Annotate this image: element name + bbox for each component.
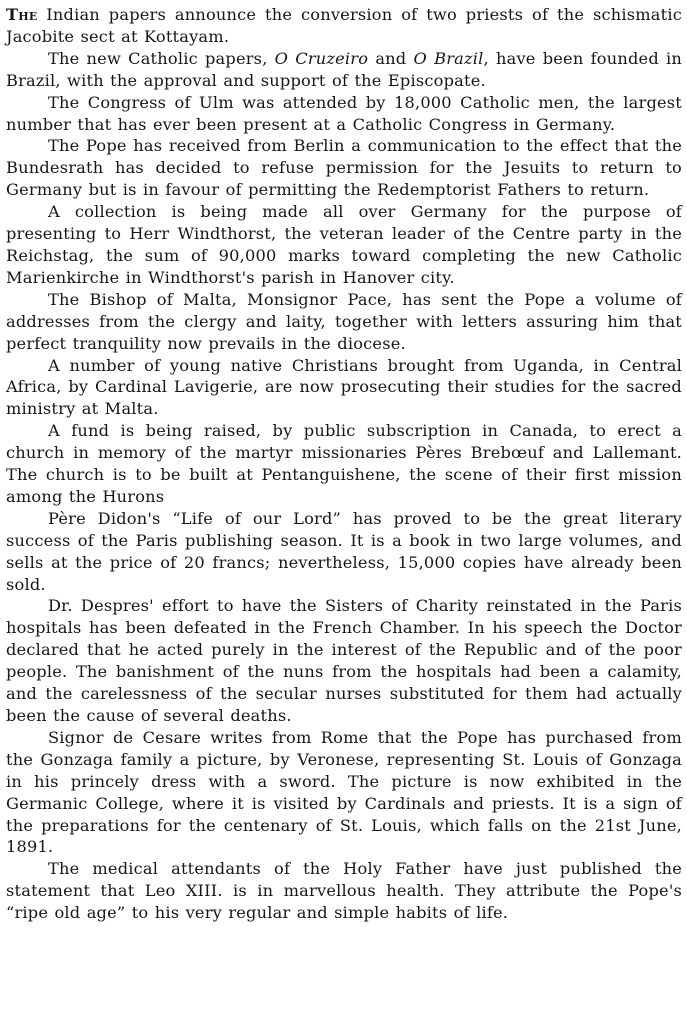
news-column <box>6 4 682 924</box>
news-item-jacobite-conversion <box>6 4 682 48</box>
news-item-ulm-congress: The Congress of Ulm was attended by 18,000 Catholic men, the largest number that has ever been present at a Catholic Congress in Germany. <box>6 92 682 134</box>
news-item-sisters-of-charity: Dr. Despres' effort to have the Sisters of Charity reinstated in the Paris hospitals has been defeated in the French Chamber. In his speech the Doctor declared that he acted purely in the interest of the Republic and of the poor people. The banishment of the nuns from the hospitals had been a calamity, and the carelessness of the secular nurses substituted for them had actually been the cause of several deaths. <box>6 596 682 725</box>
news-item-pope-health: The medical attendants of the Holy Father have just published the statement that Leo XIII. is in marvellous health. They attribute the Pope's “ripe old age” to his very regular and simple habits of life. <box>6 859 682 923</box>
newspaper-title-brazil: O Brazil <box>413 48 484 68</box>
news-item-veronese-picture: Signor de Cesare writes from Rome that the Pope has purchased from the Gonzaga family a picture, by Veronese, representing St. Louis of Gonzaga in his princely dress with a sword. The picture is now exhibited in the Germanic College, where it is visited by Cardinals and priests. It is a sign of the preparations for the centenary of St. Louis, which falls on the 21st June, 1891. <box>6 727 682 857</box>
news-item-bishop-of-malta: The Bishop of Malta, Monsignor Pace, has sent the Pope a volume of addresses from the clergy and laity, together with letters assuring him that perfect tranquility now prevails in the diocese. <box>6 289 682 353</box>
lead-word: The <box>6 5 38 24</box>
newspaper-title-cruzeiro: O Cruzeiro <box>274 48 369 68</box>
paragraph-text: Indian papers announce the conversion of two priests of the schismatic Jacobite sect at Kottayam. <box>6 5 682 46</box>
news-item-bundesrath-jesuits: The Pope has received from Berlin a communication to the effect that the Bundesrath has decided to refuse permission for the Jesuits to return to Germany but is in favour of permitting the Redemptorist Fathers to return. <box>6 136 682 200</box>
paragraph-text: and <box>368 48 414 68</box>
news-item-brazil-papers <box>6 48 682 92</box>
news-item-uganda-christians: A number of young native Christians brought from Uganda, in Central Africa, by Cardinal Lavigerie, are now prosecuting their studies for the sacred ministry at Malta. <box>6 355 682 419</box>
paragraph-text: The new Catholic papers, <box>48 48 275 68</box>
news-item-canada-church-fund: A fund is being raised, by public subscription in Canada, to erect a church in memory of the martyr missionaries Pères Brebœuf and Lallemant. The church is to be built at Pentanguishene, the scene of their first mission among the Hurons <box>6 421 682 506</box>
paragraph-text: , have been founded in Brazil, with the approval and support of the Episcopate. <box>6 48 683 90</box>
news-item-pere-didon-book: Père Didon's “Life of our Lord” has proved to be the great literary success of the Paris publishing season. It is a book in two large volumes, and sells at the price of 20 francs; nevertheless, 15,000 copies have already been sold. <box>6 508 682 594</box>
news-item-windthorst-collection: A collection is being made all over Germany for the purpose of presenting to Herr Windthorst, the veteran leader of the Centre party in the Reichstag, the sum of 90,000 marks toward completing the new Catholic Marienkirche in Windthorst's parish in Hanover city. <box>6 202 682 287</box>
